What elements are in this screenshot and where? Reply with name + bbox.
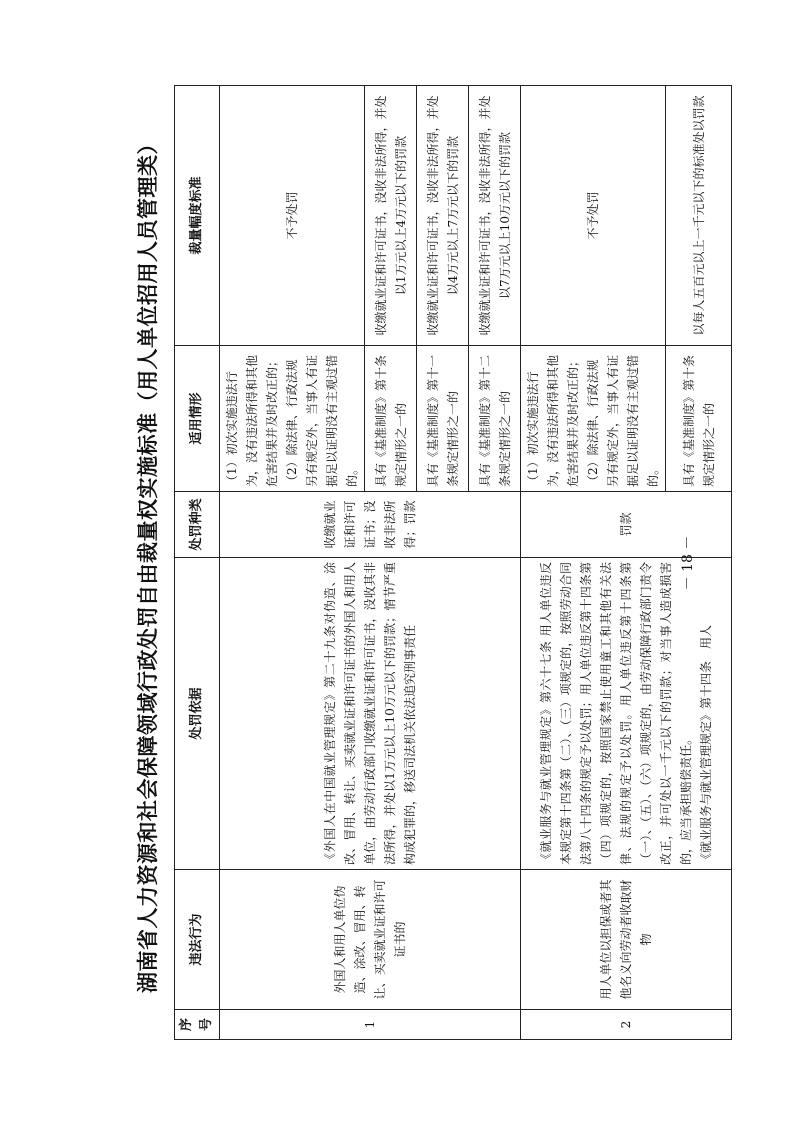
page-title: 湖南省人力资源和社会保障领域行政处罚自由裁量权实施标准（用人单位招用人员管理类） — [136, 133, 160, 993]
standard-cell: 不予处罚 — [220, 86, 365, 346]
circumstance-cell: 具有《基准制度》第十条规定情形之一的 — [365, 346, 417, 492]
standard-cell: 收缴就业证和许可证书，没收非法所得，并处以4万元以上7万元以下的罚款 — [417, 86, 469, 346]
header-standard: 裁量幅度标准 — [175, 86, 220, 346]
table-row — [220, 86, 365, 1040]
row-number: 1 — [220, 1010, 521, 1040]
page-number: － 18 － — [680, 535, 696, 591]
standard-cell: 收缴就业证和许可证书，没收非法所得，并处以1万元以上4万元以下的罚款 — [365, 86, 417, 346]
table-row — [521, 86, 666, 1040]
standard-cell: 不予处罚 — [521, 86, 666, 346]
circumstance-cell: （1）初次实施违法行为，没有违法所得和其他危害结果并及时改正的；（2）除法律、行政法规另有规定外，当事人有证据足以证明没有主观过错的。 — [521, 346, 666, 492]
header-violation: 违法行为 — [175, 870, 220, 1010]
standard-cell: 收缴就业证和许可证书，没收非法所得，并处以7万元以上10万元以下的罚款 — [469, 86, 521, 346]
penalty-type-cell: 收缴就业证和许可证书；没收非法所得；罚款 — [220, 492, 521, 558]
basis-paragraph: 《就业服务与就业管理规定》第六十七条 用人单位违反本规定第十四条第（二）、（三）项规定的，按照劳动合同法第八十四条的规定予以处罚；用人单位违反第十四条第（四）项规定的，按照国家禁止使用童工和其他有关法律、法规的规定予以处罚。用人单位违反第十四条第（一）、（五）、（六）项规定的，由劳动保障行政部门责令改正，并可处以一千元以下的罚款；对当事人造成损害的，应当承担赔偿责任。 — [539, 562, 693, 865]
header-no: 序号 — [175, 1010, 220, 1040]
circumstance-cell: 具有《基准制度》第十二条规定情形之一的 — [469, 346, 521, 492]
row-number: 2 — [521, 1010, 732, 1040]
standard-cell: 以每人五百元以上一千元以下的标准处以罚款 — [666, 86, 732, 346]
penalty-standard-table — [174, 85, 732, 1040]
basis-paragraph: 《就业服务与就业管理规定》第十四条 用人 — [699, 624, 713, 865]
penalty-type-cell: 罚款 — [521, 492, 732, 558]
basis-cell: 《外国人在中国就业管理规定》第二十九条对伪造、涂改、冒用、转让、买卖就业证和许可证书的外国人和用人单位，由劳动行政部门收缴就业证和许可证书，没收其非法所得，并处以1万元以上10万元以下的罚款；情节严重构成犯罪的，移送司法机关依法追究刑事责任 — [220, 558, 521, 870]
table-header-row — [175, 86, 220, 1040]
basis-cell — [521, 558, 732, 870]
header-circumstance: 适用情形 — [175, 346, 220, 492]
circumstance-cell: （1）初次实施违法行为，没有违法所得和其他危害结果并及时改正的；（2）除法律、行政法规另有规定外，当事人有证据足以证明没有主观过错的。 — [220, 346, 365, 492]
rotated-page-content — [126, 86, 716, 1040]
header-basis: 处罚依据 — [175, 558, 220, 870]
circumstance-cell: 具有《基准制度》第十一条规定情形之一的 — [417, 346, 469, 492]
violation-cell: 用人单位以担保或者其他名义向劳动者收取财物 — [521, 870, 732, 1010]
header-type: 处罚种类 — [175, 492, 220, 558]
circumstance-cell: 具有《基准制度》第十条规定情形之一的 — [666, 346, 732, 492]
violation-cell: 外国人和用人单位伪造、涂改、冒用、转让、买卖就业证和许可证书的 — [220, 870, 521, 1010]
